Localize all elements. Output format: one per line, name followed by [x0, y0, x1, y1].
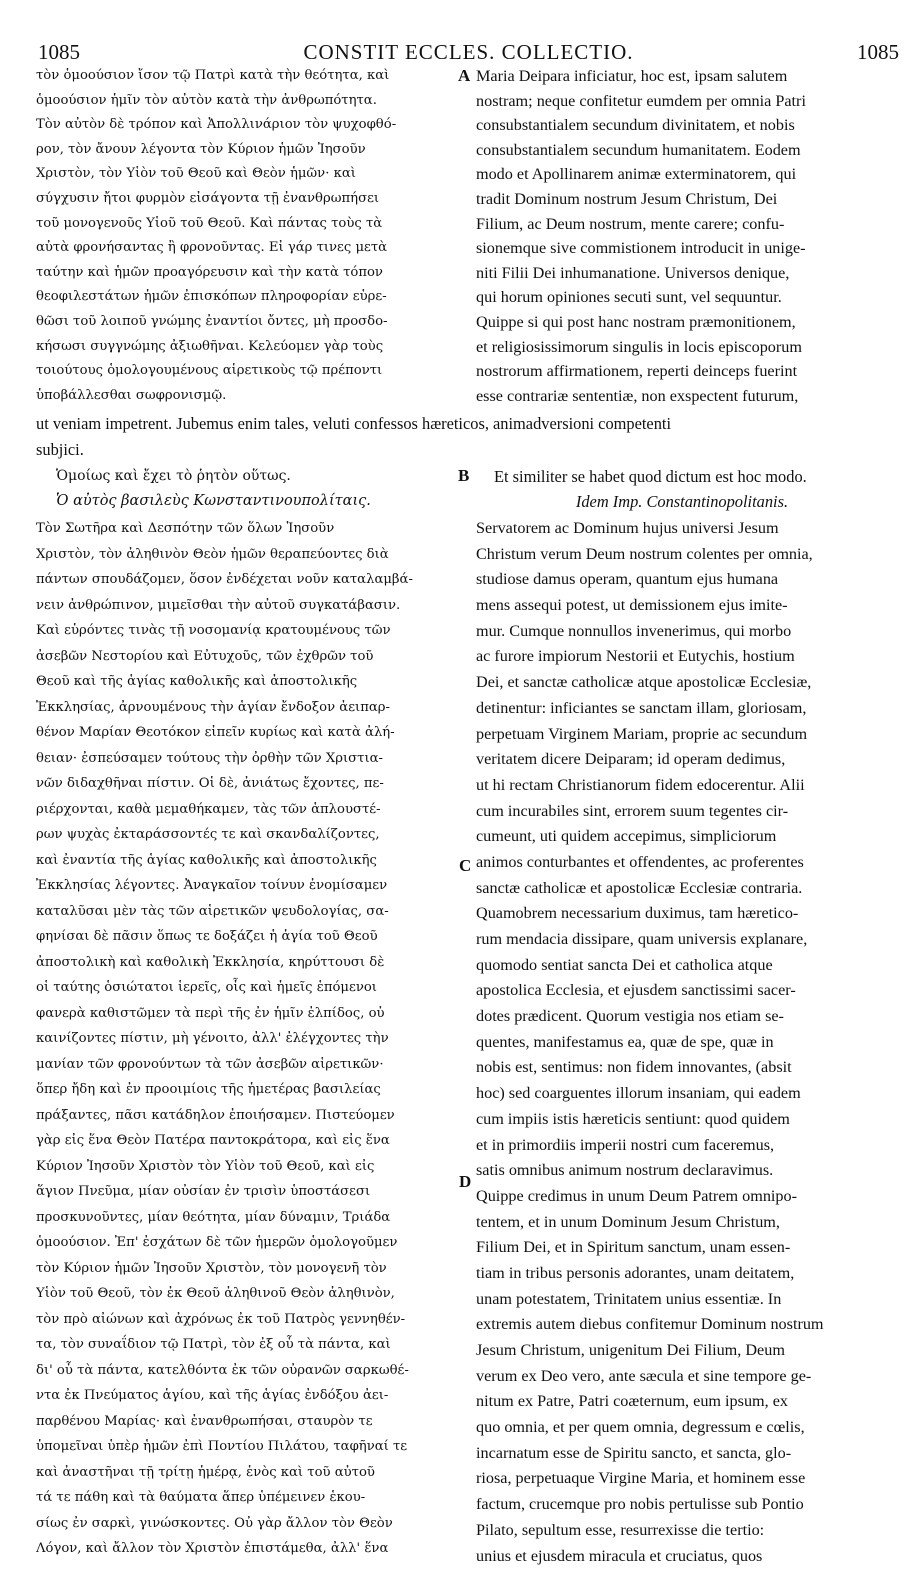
text-line: τοιούτους ὁμολογουμένους αἱρετικοὺς τῷ πρέποντι [36, 359, 454, 384]
text-line: καινίζοντες πίστιν, μὴ γένοιτο, ἀλλ' ἐλέγχοντες τὴν [36, 1026, 454, 1052]
text-line: παρθένου Μαρίας· καὶ ἐνανθρωπήσαι, σταυρὸν τε [36, 1409, 454, 1435]
text-line: καὶ ἀναστῆναι τῇ τρίτῃ ἡμέρᾳ, ἑνὸς καὶ τοῦ αὐτοῦ [36, 1460, 454, 1486]
text-line: et in primordiis imperii nostri cum faceremus, [476, 1133, 888, 1159]
text-line: sionemque sive commistionem introducit in unige- [476, 236, 888, 261]
text-line: modo et Apollinarem animæ exterminatorem, qui [476, 162, 888, 187]
text-line: niti Filii Dei inhumanatione. Universos denique, [476, 261, 888, 286]
text-line: tradit Dominum nostrum Jesum Christum, Dei [476, 187, 888, 212]
text-line: γὰρ εἰς ἕνα Θεὸν Πατέρα παντοκράτορα, καὶ εἰς ἕνα [36, 1128, 454, 1154]
text-line: σίως ἐν σαρκὶ, γινώσκοντες. Οὐ γὰρ ἄλλον τὸν Θεὸν [36, 1511, 454, 1537]
text-line: κήσωσι συγγνώμης ἀξιωθῆναι. Κελεύομεν γὰρ τοὺς [36, 335, 454, 360]
text-line: incarnatum esse de Spiritu sancto, et sancta, glo- [476, 1441, 888, 1467]
greek-heading-title: Ὁ αὐτὸς βασιλεὺς Κωνσταντινουπολίταις. [36, 489, 454, 514]
page-header [38, 40, 899, 66]
text-line: Χριστὸν, τὸν ἀληθινὸν Θεὸν ἡμῶν θεραπεύοντες διὰ [36, 542, 454, 568]
page-number-left: 1085 [38, 40, 80, 65]
text-line: ὁμοούσιον. Ἐπ' ἐσχάτων δὲ τῶν ἡμερῶν ὁμολογοῦμεν [36, 1230, 454, 1256]
text-line: detinentur: inficiantes se sanctam illam, gloriosam, [476, 696, 888, 722]
text-line: ut hi rectam Christianorum fidem edocerentur. Alii [476, 773, 888, 799]
text-line: μανίαν τῶν φρονούντων τὰ τῶν ἀσεβῶν αἱρετικῶν· [36, 1052, 454, 1078]
text-line: ἅγιον Πνεῦμα, μίαν οὐσίαν ἐν τρισὶν ὑποστάσεσι [36, 1179, 454, 1205]
text-line: et religiosissimorum singulis in locis episcoporum [476, 335, 888, 360]
text-line: θῶσι τοῦ λοιποῦ γνώμης ἐναντίοι ὄντες, μὴ προσδο- [36, 310, 454, 335]
text-line: τα, τὸν συναΐδιον τῷ Πατρὶ, τὸν ἐξ οὗ τὰ πάντα, καὶ [36, 1332, 454, 1358]
text-line: τὸν Κύριον ἡμῶν Ἰησοῦν Χριστὸν, τὸν μονογενῆ τὸν [36, 1256, 454, 1282]
margin-marker-a: A [458, 66, 470, 86]
text-line: Καὶ εὑρόντες τινὰς τῇ νοσομανίᾳ κρατουμένους τῶν [36, 618, 454, 644]
text-line: προσκυνοῦντες, μίαν θεότητα, μίαν δύναμιν, Τριάδα [36, 1205, 454, 1231]
text-line: cumeunt, uti quidem accepimus, simpliciorum [476, 824, 888, 850]
text-line: factum, crucemque pro nobis pertulisse sub Pontio [476, 1492, 888, 1518]
text-line: nostram; neque confitetur eumdem per omnia Patri [476, 89, 888, 114]
text-line: cum incurabiles sint, errorem suum tegentes cir- [476, 799, 888, 825]
latin-heading-title: Idem Imp. Constantinopolitanis. [476, 489, 888, 514]
text-line: verum ex Deo vero, ante sæcula et sine tempore ge- [476, 1364, 888, 1390]
text-line: τὸν ὁμοούσιον ἴσον τῷ Πατρὶ κατὰ τὴν θεότητα, καὶ [36, 64, 454, 89]
text-line: animos conturbantes et offendentes, ac proferentes [476, 850, 888, 876]
text-line: ut veniam impetrent. Jubemus enim tales, veluti confessos hæreticos, animadversioni competenti [36, 411, 888, 437]
text-line: φηνίσαι δὲ πᾶσιν ὅπως τε δοξάζει ἡ ἁγία τοῦ Θεοῦ [36, 924, 454, 950]
text-line: καταλῦσαι μὲν τὰς τῶν αἱρετικῶν ψευδολογίας, σα- [36, 899, 454, 925]
text-line: riosa, perpetuaque Virgine Maria, et hominem esse [476, 1466, 888, 1492]
text-line: perpetuam Virginem Mariam, proprie ac secundum [476, 722, 888, 748]
text-line: nostrorum affirmationem, reperti deinceps fuerint [476, 359, 888, 384]
text-line: ὑπομεῖναι ὑπὲρ ἡμῶν ἐπὶ Ποντίου Πιλάτου, ταφῆναί τε [36, 1434, 454, 1460]
text-line: Quippe si qui post hanc nostram præmonitionem, [476, 310, 888, 335]
text-line: ρων ψυχὰς ἐκταράσσοντές τε καὶ σκανδαλίζοντες, [36, 822, 454, 848]
text-line: unius et ejusdem miracula et cruciatus, quos [476, 1544, 888, 1569]
margin-marker-c: C [459, 856, 471, 876]
text-line: sanctæ catholicæ et apostolicæ Ecclesiæ contraria. [476, 876, 888, 902]
text-line: nobis est, sentimus: non fidem innovantes, (absit [476, 1055, 888, 1081]
text-line: νῶν διδαχθῆναι πίστιν. Οἱ δὲ, ἀνιάτως ἔχοντες, πε- [36, 771, 454, 797]
text-line: σύγχυσιν ἤτοι φυρμὸν εἰσάγοντα τῇ ἐνανθρωπήσει [36, 187, 454, 212]
text-line: veritatem dicere Deiparam; id operam dedimus, [476, 747, 888, 773]
text-line: θειαν· ἐσπεύσαμεν τούτους τὴν ὀρθὴν τῶν Χριστια- [36, 746, 454, 772]
text-line: cum impiis istis hæreticis sentiunt: quod quidem [476, 1107, 888, 1133]
text-line: qui horum opiniones secuti sunt, vel sequuntur. [476, 285, 888, 310]
text-line: ac furore impiorum Nestorii et Eutychis, hostium [476, 644, 888, 670]
text-line: Christum verum Deum nostrum colentes per omnia, [476, 542, 888, 568]
text-line: Pilato, sepultum esse, resurrexisse die tertio: [476, 1518, 888, 1544]
text-line: φανερὰ καθιστῶμεν τὰ περὶ τῆς ἐν ἡμῖν ἐλπίδος, οὐ [36, 1001, 454, 1027]
margin-marker-d: D [459, 1172, 471, 1192]
text-line: Λόγον, καὶ ἄλλον τὸν Χριστὸν ἐπιστάμεθα, ἀλλ' ἕνα [36, 1536, 454, 1562]
text-line: πράξαντες, πᾶσι κατάδηλον ἐποιήσαμεν. Πιστεύομεν [36, 1103, 454, 1129]
latin-section-heading [476, 464, 888, 514]
text-line: consubstantialem secundum divinitatem, et nobis [476, 113, 888, 138]
latin-heading-line: Et similiter se habet quod dictum est hoc modo. [476, 464, 888, 489]
running-title: CONSTIT ECCLES. COLLECTIO. [38, 40, 899, 65]
text-line: Υἱὸν τοῦ Θεοῦ, τὸν ἐκ Θεοῦ ἀληθινοῦ Θεὸν ἀληθινὸν, [36, 1281, 454, 1307]
greek-column-bottom [36, 516, 454, 1562]
text-line: Κύριον Ἰησοῦν Χριστὸν τὸν Υἱὸν τοῦ Θεοῦ, καὶ εἰς [36, 1154, 454, 1180]
text-line: rum mendacia dissipare, quam universis explanare, [476, 927, 888, 953]
text-line: consubstantialem secundum humanitatem. Eodem [476, 138, 888, 163]
text-line: θεοφιλεστάτων ἡμῶν ἐπισκόπων πληροφορίαν εὑρε- [36, 285, 454, 310]
text-line: Θεοῦ καὶ τῆς ἁγίας καθολικῆς καὶ ἀποστολικῆς [36, 669, 454, 695]
fullwidth-continuation [36, 411, 888, 463]
margin-marker-b: B [458, 466, 469, 486]
text-line: unam potestatem, Trinitatem unius essentiæ. In [476, 1287, 888, 1313]
text-line: Τὸν αὐτὸν δὲ τρόπον καὶ Ἀπολλινάριον τὸν ψυχοφθό- [36, 113, 454, 138]
text-line: tentem, et in unum Dominum Jesum Christum, [476, 1210, 888, 1236]
text-line: quomodo sentiat sancta Dei et catholica atque [476, 953, 888, 979]
text-line: esse contrariæ sententiæ, non exspectent futurum, [476, 384, 888, 409]
text-line: Servatorem ac Dominum hujus universi Jesum [476, 516, 888, 542]
text-line: nitum ex Patre, Patri coæternum, eum ipsum, ex [476, 1389, 888, 1415]
text-line: ὁμοούσιον ἡμῖν τὸν αὐτὸν κατὰ τὴν ἀνθρωπότητα. [36, 89, 454, 114]
text-line: Jesum Christum, unigenitum Dei Filium, Deum [476, 1338, 888, 1364]
text-line: ρον, τὸν ἄνουν λέγοντα τὸν Κύριον ἡμῶν Ἰησοῦν [36, 138, 454, 163]
text-line: καὶ ἐναντία τῆς ἁγίας καθολικῆς καὶ ἀποστολικῆς [36, 848, 454, 874]
text-line: quentes, manifestamus ea, quæ de spe, quæ in [476, 1030, 888, 1056]
text-line: Quippe credimus in unum Deum Patrem omnipo- [476, 1184, 888, 1210]
text-line: ταύτην καὶ ἡμῶν προαγόρευσιν καὶ τὴν κατὰ τόπον [36, 261, 454, 286]
text-line: οἱ ταύτης ὁσιώτατοι ἱερεῖς, οἷς καὶ ἡμεῖς ἑπόμενοι [36, 975, 454, 1001]
text-line: τὸν πρὸ αἰώνων καὶ ἀχρόνως ἐκ τοῦ Πατρὸς γεννηθέν- [36, 1307, 454, 1333]
greek-column-top [36, 64, 454, 408]
text-line: ὅπερ ἤδη καὶ ἐν προοιμίοις τῆς ἡμετέρας βασιλείας [36, 1077, 454, 1103]
text-line: hoc) sed coarguentes illorum insaniam, qui eadem [476, 1081, 888, 1107]
text-line: subjici. [36, 437, 888, 463]
latin-column-top [476, 64, 888, 408]
greek-section-heading [36, 464, 454, 514]
text-line: dotes prædicent. Quorum vestigia nos etiam se- [476, 1004, 888, 1030]
text-line: Quamobrem necessarium duximus, tam hæretico- [476, 901, 888, 927]
text-line: Maria Deipara inficiatur, hoc est, ipsam salutem [476, 64, 888, 89]
text-line: ἀποστολικὴ καὶ καθολικὴ Ἐκκλησία, κηρύττουσι δὲ [36, 950, 454, 976]
text-line: quo omnia, et per quem omnia, degressum e cœlis, [476, 1415, 888, 1441]
text-line: mens assequi potest, ut demissionem ejus imite- [476, 593, 888, 619]
text-line: Dei, et sanctæ catholicæ atque apostolicæ Ecclesiæ, [476, 670, 888, 696]
text-line: tiam in tribus personis adorantes, unam deitatem, [476, 1261, 888, 1287]
text-line: τοῦ μονογενοῦς Υἱοῦ τοῦ Θεοῦ. Καὶ πάντας τοὺς τὰ [36, 212, 454, 237]
text-line: Τὸν Σωτῆρα καὶ Δεσπότην τῶν ὅλων Ἰησοῦν [36, 516, 454, 542]
text-line: studiose damus operam, quantum ejus humana [476, 567, 888, 593]
text-line: αὐτὰ φρονήσαντας ἢ φρονοῦντας. Εἰ γάρ τινες μετὰ [36, 236, 454, 261]
text-line: Ἐκκλησίας, ἀρνουμένους τὴν ἁγίαν ἔνδοξον ἀειπαρ- [36, 695, 454, 721]
page-number-right: 1085 [857, 40, 899, 65]
text-line: extremis autem diebus confitemur Dominum nostrum [476, 1312, 888, 1338]
latin-column-bottom [476, 516, 888, 1569]
text-line: ριέρχονται, καθὰ μεμαθήκαμεν, τὰς τῶν ἁπλουστέ- [36, 797, 454, 823]
text-line: πάντων σπουδάζομεν, ὅσον ἐνδέχεται νοῦν καταλαμβά- [36, 567, 454, 593]
text-line: Χριστὸν, τὸν Υἱὸν τοῦ Θεοῦ καὶ Θεὸν ἡμῶν· καὶ [36, 162, 454, 187]
text-line: θένον Μαρίαν Θεοτόκον εἰπεῖν κυρίως καὶ κατὰ ἀλή- [36, 720, 454, 746]
text-line: ντα ἐκ Πνεύματος ἁγίου, καὶ τῆς ἁγίας ἐνδόξου ἀει- [36, 1383, 454, 1409]
text-line: Filium Dei, et in Spiritum sanctum, unam essen- [476, 1235, 888, 1261]
text-line: δι' οὗ τὰ πάντα, κατελθόντα ἐκ τῶν οὐρανῶν σαρκωθέ- [36, 1358, 454, 1384]
text-line: satis omnibus animum nostrum declaravimus. [476, 1158, 888, 1184]
text-line: Filium, ac Deum nostrum, mente carere; confu- [476, 212, 888, 237]
text-line: mur. Cumque nonnullos invenerimus, qui morbo [476, 619, 888, 645]
text-line: ἀσεβῶν Νεστορίου καὶ Εὐτυχοῦς, τῶν ἐχθρῶν τοῦ [36, 644, 454, 670]
text-line: Ἐκκλησίας λέγοντες. Ἀναγκαῖον τοίνυν ἐνομίσαμεν [36, 873, 454, 899]
greek-heading-line: Ὁμοίως καὶ ἔχει τὸ ῥητὸν οὕτως. [36, 464, 454, 489]
text-line: νειν ἀνθρώπινον, μιμεῖσθαι τὴν αὐτοῦ συγκατάβασιν. [36, 593, 454, 619]
text-line: τά τε πάθη καὶ τὰ θαύματα ἅπερ ὑπέμεινεν ἑκου- [36, 1485, 454, 1511]
text-line: ὑποβάλλεσθαι σωφρονισμῷ. [36, 384, 454, 409]
text-line: apostolica Ecclesia, et ejusdem sanctissimi sacer- [476, 978, 888, 1004]
